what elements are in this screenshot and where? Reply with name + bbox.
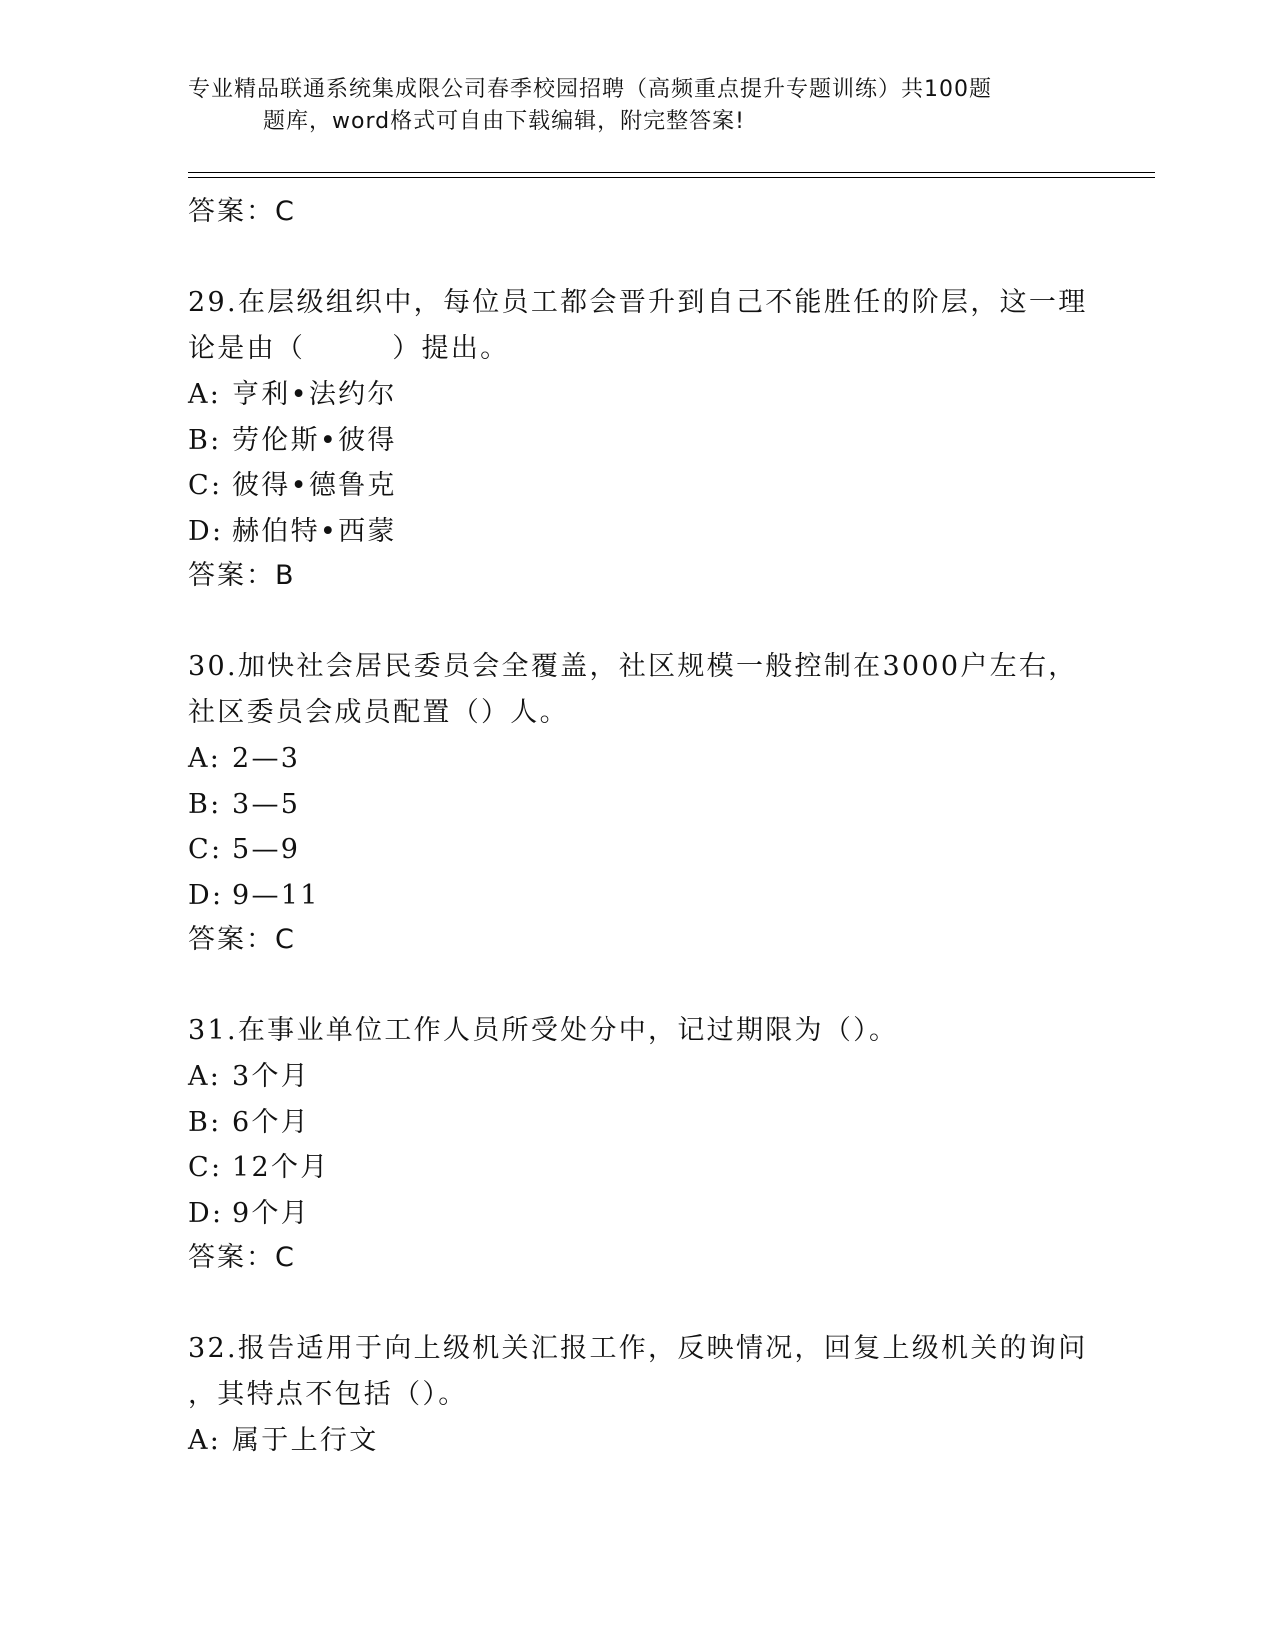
question-text-line: 社区委员会成员配置（）人。 (188, 697, 569, 728)
question-text-line: 31.在事业单位工作人员所受处分中，记过期限为（）。 (188, 1015, 899, 1046)
option-item (188, 1100, 1088, 1146)
option-key: D: (188, 879, 224, 911)
question-text-line: ，其特点不包括（）。 (188, 1379, 468, 1410)
question-text-line: 30.加快社会居民委员会全覆盖，社区规模一般控制在3000户左右， (188, 651, 1078, 682)
option-text: 12个月 (232, 1152, 330, 1183)
option-text: 彼得•德鲁克 (232, 470, 397, 501)
option-item (188, 1054, 1088, 1100)
option-item (188, 782, 1088, 828)
option-key: C: (188, 1152, 223, 1183)
option-item (188, 418, 1088, 464)
option-text: 6个月 (232, 1106, 311, 1138)
option-item (188, 372, 1088, 418)
option-item (188, 873, 1088, 919)
option-text: 9—11 (232, 879, 320, 911)
option-text: 2—3 (232, 743, 301, 774)
option-key: B: (188, 788, 222, 820)
option-text: 3—5 (232, 788, 301, 820)
answer-label: 答案：C (188, 1242, 296, 1273)
question-block (188, 644, 1088, 962)
question-block (188, 1326, 1088, 1464)
option-text: 3个月 (232, 1061, 311, 1092)
option-item (188, 509, 1088, 555)
option-key: B: (188, 1106, 222, 1138)
question-text-line: 论是由（ ）提出。 (188, 333, 510, 364)
option-key: D: (188, 1197, 224, 1229)
option-key: A: (188, 1061, 222, 1092)
header-title-line1: 专业精品联通系统集成限公司春季校园招聘（高频重点提升专题训练）共100题 (188, 77, 992, 102)
answer-label: 答案：C (188, 196, 296, 227)
page-header (188, 74, 1068, 138)
header-title-line2: 题库，word格式可自由下载编辑，附完整答案! (263, 109, 745, 134)
option-text: 亨利•法约尔 (232, 379, 397, 410)
option-text: 劳伦斯•彼得 (232, 424, 397, 456)
option-text: 属于上行文 (232, 1425, 379, 1456)
header-rule-bottom (188, 177, 1155, 178)
option-key: C: (188, 470, 223, 501)
question-block (188, 280, 1088, 598)
question-list (188, 190, 1088, 1464)
option-item (188, 1191, 1088, 1237)
option-key: D: (188, 515, 224, 547)
option-key: A: (188, 1425, 222, 1456)
option-item (188, 1145, 1088, 1191)
question-text-line: 32.报告适用于向上级机关汇报工作，反映情况，回复上级机关的询问 (188, 1333, 1088, 1364)
option-item (188, 463, 1088, 509)
option-item (188, 736, 1088, 782)
option-key: A: (188, 379, 222, 410)
option-item (188, 827, 1088, 873)
question-block (188, 1008, 1088, 1280)
option-key: B: (188, 424, 222, 456)
option-key: A: (188, 743, 222, 774)
question-text-line: 29.在层级组织中，每位员工都会晋升到自己不能胜任的阶层，这一理 (188, 287, 1088, 318)
option-text: 5—9 (232, 834, 301, 865)
answer-label: 答案：C (188, 924, 296, 955)
option-key: C: (188, 834, 223, 865)
answer-label: 答案：B (188, 560, 296, 591)
option-text: 9个月 (232, 1197, 311, 1229)
header-rule-top (188, 172, 1155, 173)
option-item (188, 1418, 1088, 1464)
option-text: 赫伯特•西蒙 (232, 515, 397, 547)
